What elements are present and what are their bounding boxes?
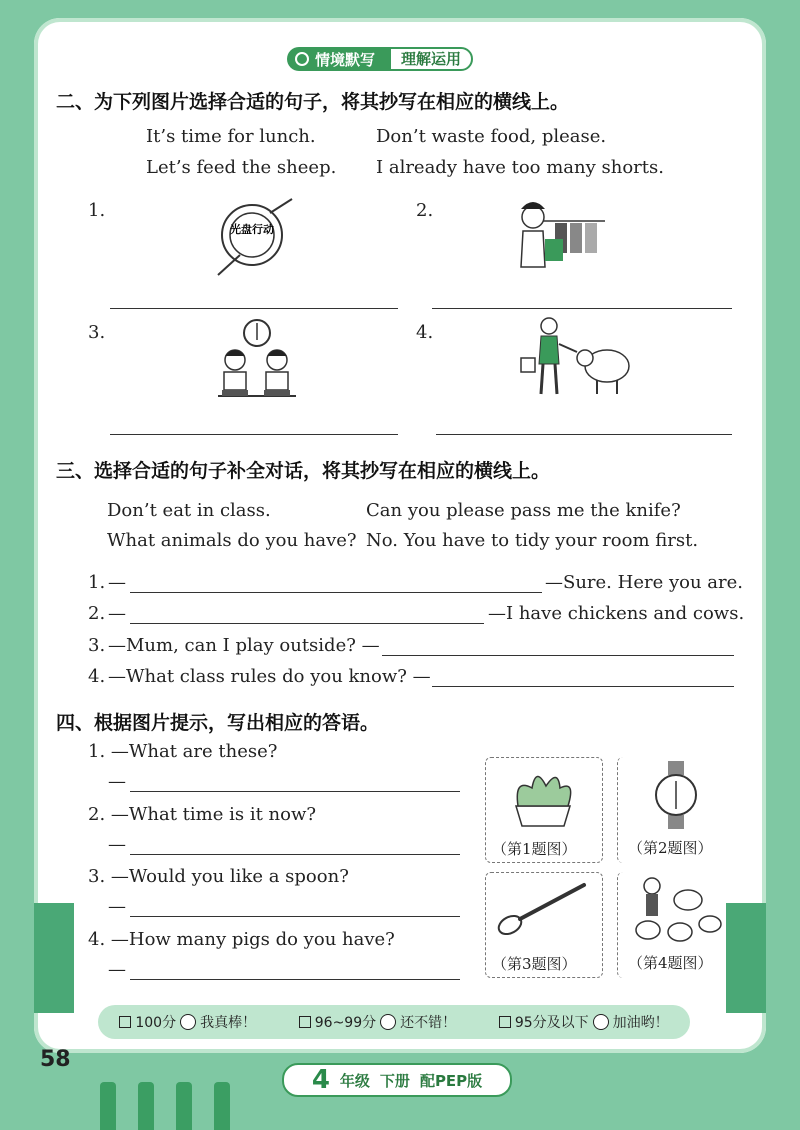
s3-answer-line-2[interactable] xyxy=(130,623,484,624)
lettuce-picture xyxy=(486,758,600,836)
girl-shorts-picture xyxy=(515,195,610,280)
s3-item-1-pre: — xyxy=(108,572,126,593)
s2-option-4: I already have too many shorts. xyxy=(376,157,664,178)
score-b-text: 还不错！ xyxy=(400,1015,457,1031)
smiley-face-icon xyxy=(180,1014,196,1030)
section-header-badge xyxy=(287,46,473,72)
s3-option-4: No. You have to tidy your room first. xyxy=(366,530,699,551)
checkbox-icon[interactable] xyxy=(119,1016,131,1028)
footer-badge xyxy=(282,1063,512,1097)
s4-dash-2: — xyxy=(108,834,126,855)
watch-picture xyxy=(618,757,732,835)
s4-answer-line-2[interactable] xyxy=(130,854,460,855)
s2-answer-line-4[interactable] xyxy=(436,434,732,435)
grade-label: 年级 xyxy=(339,1071,370,1090)
s4-question-1: 1. —What are these? xyxy=(88,741,278,762)
badge-icon xyxy=(295,52,309,66)
pigs-picture xyxy=(618,872,732,950)
s3-answer-line-4[interactable] xyxy=(432,686,734,687)
score-a-label: 100分 xyxy=(135,1015,177,1031)
s3-item-4-num: 4. xyxy=(88,666,106,687)
smiley-face-icon xyxy=(593,1014,609,1030)
checkbox-icon[interactable] xyxy=(499,1016,511,1028)
badge-left xyxy=(287,47,389,71)
spoon-picture xyxy=(486,873,600,951)
lunch-time-picture xyxy=(218,318,296,403)
s4-question-4: 4. —How many pigs do you have? xyxy=(88,929,395,950)
s3-item-1-post: —Sure. Here you are. xyxy=(545,572,743,593)
s3-item-2-post: —I have chickens and cows. xyxy=(488,603,745,624)
picture-box-2 xyxy=(617,757,735,863)
checkbox-icon[interactable] xyxy=(299,1016,311,1028)
grade-number: 4 xyxy=(311,1065,330,1095)
s3-item-1-num: 1. xyxy=(88,572,106,593)
s4-dash-1: — xyxy=(108,771,126,792)
score-c-text: 加油哟！ xyxy=(612,1015,669,1031)
s4-answer-line-4[interactable] xyxy=(130,979,460,980)
self-assessment-bar xyxy=(98,1005,690,1039)
picture-box-3 xyxy=(485,872,603,978)
s3-item-2-pre: — xyxy=(108,603,126,624)
s3-answer-line-3[interactable] xyxy=(382,655,734,656)
badge-right-label: 理解运用 xyxy=(389,47,473,71)
score-option-c[interactable] xyxy=(499,1012,669,1032)
s3-option-1: Don’t eat in class. xyxy=(107,500,271,521)
picture-box-1 xyxy=(485,757,603,863)
s4-answer-line-3[interactable] xyxy=(130,916,460,917)
score-b-label: 96~99分 xyxy=(314,1015,377,1031)
score-option-a[interactable] xyxy=(119,1012,256,1032)
s2-num-3: 3. xyxy=(88,322,106,343)
s3-item-4-pre: —What class rules do you know? — xyxy=(108,666,431,687)
clean-plate-text: 光盘行动 xyxy=(230,223,274,236)
section4-title: 四、根据图片提示，写出相应的答语。 xyxy=(56,712,380,734)
term-label: 下册 xyxy=(379,1071,410,1090)
s2-answer-line-2[interactable] xyxy=(432,308,732,309)
caption-1: （第1题图） xyxy=(492,840,577,858)
s4-dash-3: — xyxy=(108,896,126,917)
page-number: 58 xyxy=(40,1047,71,1072)
s4-answer-line-1[interactable] xyxy=(130,791,460,792)
s4-question-3: 3. —Would you like a spoon? xyxy=(88,866,349,887)
s4-dash-4: — xyxy=(108,959,126,980)
s4-question-2: 2. —What time is it now? xyxy=(88,804,317,825)
left-stripe xyxy=(34,903,74,1013)
s3-item-2-num: 2. xyxy=(88,603,106,624)
caption-2: （第2题图） xyxy=(628,839,713,857)
edition-label: 配PEP版 xyxy=(419,1071,483,1090)
caption-4: （第4题图） xyxy=(628,954,713,972)
section3-title: 三、选择合适的句子补全对话，将其抄写在相应的横线上。 xyxy=(56,460,551,482)
section2-title: 二、为下列图片选择合适的句子，将其抄写在相应的横线上。 xyxy=(56,91,570,113)
s3-item-3-num: 3. xyxy=(88,635,106,656)
score-a-text: 我真棒！ xyxy=(200,1015,257,1031)
s2-num-4: 4. xyxy=(416,322,434,343)
s2-num-1: 1. xyxy=(88,200,106,221)
smiley-face-icon xyxy=(380,1014,396,1030)
s2-option-3: Let’s feed the sheep. xyxy=(146,157,337,178)
s3-item-3-pre: —Mum, can I play outside? — xyxy=(108,635,380,656)
score-c-label: 95分及以下 xyxy=(514,1015,589,1031)
s2-option-1: It’s time for lunch. xyxy=(146,126,316,147)
score-option-b[interactable] xyxy=(299,1012,456,1032)
clean-plate-picture xyxy=(210,195,300,280)
s3-option-2: Can you please pass me the knife? xyxy=(366,500,681,521)
feed-sheep-picture xyxy=(515,316,635,398)
badge-left-label: 情境默写 xyxy=(315,50,376,69)
picture-box-4 xyxy=(617,872,735,978)
s2-num-2: 2. xyxy=(416,200,434,221)
s2-answer-line-3[interactable] xyxy=(110,434,398,435)
s3-answer-line-1[interactable] xyxy=(130,592,542,593)
s2-option-2: Don’t waste food, please. xyxy=(376,126,607,147)
s2-answer-line-1[interactable] xyxy=(110,308,398,309)
s3-option-3: What animals do you have? xyxy=(107,530,357,551)
caption-3: （第3题图） xyxy=(492,955,577,973)
